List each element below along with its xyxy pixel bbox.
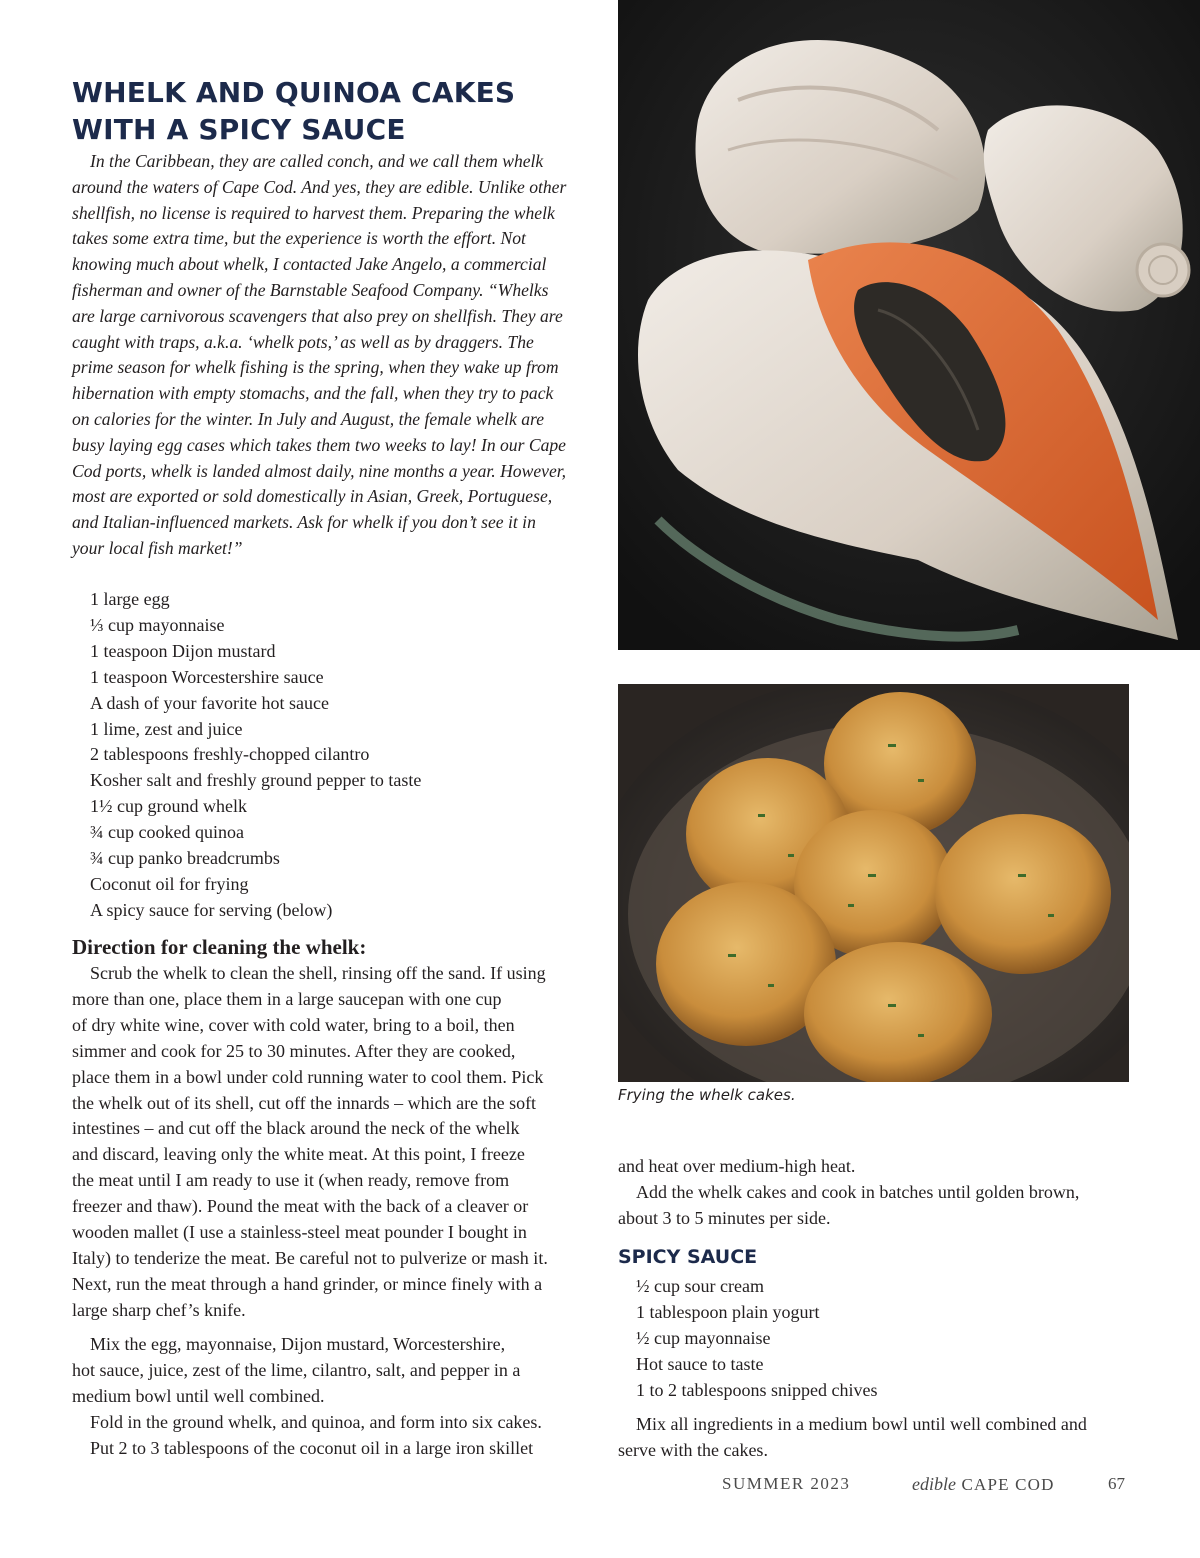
direction-line: intestines – and cut off the black around the neck of the whelk	[72, 1118, 520, 1139]
sauce-ingredient-item: 1 to 2 tablespoons snipped chives	[636, 1379, 878, 1400]
direction-line: place them in a bowl under cold running water to cool them. Pick	[72, 1066, 544, 1087]
sauce-ingredient-item: Hot sauce to taste	[636, 1353, 764, 1374]
ingredient-item: ¾ cup panko breadcrumbs	[90, 848, 280, 869]
direction-line: Next, run the meat through a hand grinder, or mince finely with a	[72, 1273, 543, 1294]
intro-line: your local fish market!”	[72, 537, 243, 558]
article-title	[72, 74, 602, 148]
ingredient-item: 1 large egg	[90, 589, 170, 609]
intro-line: around the waters of Cape Cod. And yes, they are edible. Unlike other	[72, 176, 567, 197]
ingredient-item: Kosher salt and freshly ground pepper to taste	[90, 770, 422, 791]
direction-line: the whelk out of its shell, cut off the innards – which are the soft	[72, 1092, 537, 1113]
ingredient-item: 2 tablespoons freshly-chopped cilantro	[90, 744, 370, 765]
sauce-paragraph	[618, 1412, 1138, 1464]
intro-line: caught with traps, a.k.a. ‘whelk pots,’ as well as by draggers. The	[72, 331, 534, 352]
footer-magazine-italic: edible	[912, 1474, 956, 1494]
sauce-ingredient-item: ½ cup sour cream	[636, 1276, 764, 1296]
sauce-line: serve with the cakes.	[618, 1439, 768, 1460]
intro-line: on calories for the winter. In July and August, the female whelk are	[72, 408, 545, 429]
sauce-ingredient-item: ½ cup mayonnaise	[636, 1327, 771, 1348]
ingredient-item: 1½ cup ground whelk	[90, 796, 247, 817]
direction-line: large sharp chef’s knife.	[72, 1299, 246, 1320]
footer-magazine	[912, 1474, 1055, 1495]
ingredients-list	[90, 587, 590, 924]
intro-line: takes some extra time, but the experience is worth the effort. Not	[72, 228, 526, 249]
footer-season: SUMMER 2023	[722, 1474, 851, 1493]
whelk-shells-photo	[618, 0, 1200, 650]
intro-line: and Italian-influenced markets. Ask for whelk if you don’t see it in	[72, 512, 536, 533]
directions-paragraph	[72, 961, 592, 1324]
continued-line: and heat over medium-high heat.	[618, 1156, 856, 1176]
mix-line: medium bowl until well combined.	[72, 1385, 325, 1406]
intro-line: fisherman and owner of the Barnstable Seafood Company. “Whelks	[72, 279, 549, 300]
continued-paragraph	[618, 1154, 1138, 1232]
footer-magazine-name: CAPE COD	[961, 1475, 1055, 1494]
frying-cakes-photo	[618, 684, 1129, 1082]
continued-line: about 3 to 5 minutes per side.	[618, 1207, 831, 1228]
ingredient-item: A spicy sauce for serving (below)	[90, 899, 333, 920]
intro-line: are large carnivorous scavengers that also prey on shellfish. They are	[72, 305, 563, 326]
whelk-shells-illustration	[618, 0, 1200, 650]
mix-line: hot sauce, juice, zest of the lime, cilantro, salt, and pepper in a	[72, 1359, 521, 1380]
intro-line: busy laying egg cases which takes them two weeks to lay! In our Cape	[72, 434, 566, 455]
title-line-1: WHELK AND QUINOA CAKES	[72, 76, 516, 109]
direction-line: freezer and thaw). Pound the meat with the back of a cleaver or	[72, 1196, 529, 1217]
direction-line: and discard, leaving only the white meat. At this point, I freeze	[72, 1144, 525, 1165]
sauce-ingredient-item: 1 tablespoon plain yogurt	[636, 1301, 820, 1322]
ingredient-item: 1 teaspoon Worcestershire sauce	[90, 666, 324, 687]
ingredient-item: Coconut oil for frying	[90, 873, 249, 894]
intro-line: most are exported or sold domestically in Asian, Greek, Portuguese,	[72, 486, 553, 507]
mix-line: Mix the egg, mayonnaise, Dijon mustard, Worcestershire,	[90, 1334, 506, 1354]
mix-paragraph	[72, 1332, 592, 1462]
page-number: 67	[1108, 1474, 1125, 1493]
continued-line: Add the whelk cakes and cook in batches until golden brown,	[636, 1181, 1080, 1202]
direction-line: simmer and cook for 25 to 30 minutes. After they are cooked,	[72, 1040, 516, 1061]
sauce-ingredients-list	[636, 1274, 877, 1404]
title-line-2: WITH A SPICY SAUCE	[72, 113, 406, 146]
direction-line: Scrub the whelk to clean the shell, rinsing off the sand. If using	[90, 963, 546, 983]
intro-line: shellfish, no license is required to harvest them. Preparing the whelk	[72, 202, 555, 223]
directions-heading: Direction for cleaning the whelk:	[72, 935, 367, 959]
intro-line: Cod ports, whelk is landed almost daily, nine months a year. However,	[72, 460, 567, 481]
direction-line: more than one, place them in a large saucepan with one cup	[72, 988, 502, 1009]
intro-line: knowing much about whelk, I contacted Jake Angelo, a commercial	[72, 254, 547, 275]
frying-cakes-illustration	[618, 684, 1129, 1082]
mix-line: Fold in the ground whelk, and quinoa, and form into six cakes.	[90, 1411, 542, 1432]
ingredient-item: A dash of your favorite hot sauce	[90, 692, 329, 713]
sauce-line: Mix all ingredients in a medium bowl until well combined and	[636, 1414, 1087, 1434]
intro-line: prime season for whelk fishing is the spring, when they wake up from	[72, 357, 559, 378]
spicy-sauce-heading: SPICY SAUCE	[618, 1246, 758, 1268]
direction-line: the meat until I am ready to use it (when ready, remove from	[72, 1170, 510, 1191]
mix-line: Put 2 to 3 tablespoons of the coconut oil in a large iron skillet	[90, 1437, 534, 1458]
intro-paragraph	[72, 149, 584, 562]
direction-line: Italy) to tenderize the meat. Be careful not to pulverize or mash it.	[72, 1247, 548, 1268]
direction-line: of dry white wine, cover with cold water, bring to a boil, then	[72, 1014, 515, 1035]
intro-line: In the Caribbean, they are called conch, and we call them whelk	[90, 151, 544, 171]
direction-line: wooden mallet (I use a stainless-steel meat pounder I bought in	[72, 1222, 527, 1243]
ingredient-item: ¾ cup cooked quinoa	[90, 822, 244, 843]
ingredient-item: 1 teaspoon Dijon mustard	[90, 640, 276, 661]
ingredient-item: 1 lime, zest and juice	[90, 718, 243, 739]
ingredient-item: ⅓ cup mayonnaise	[90, 614, 225, 635]
intro-line: hibernation with empty stomachs, and the fall, when they try to pack	[72, 383, 554, 404]
photo-caption: Frying the whelk cakes.	[618, 1086, 796, 1104]
